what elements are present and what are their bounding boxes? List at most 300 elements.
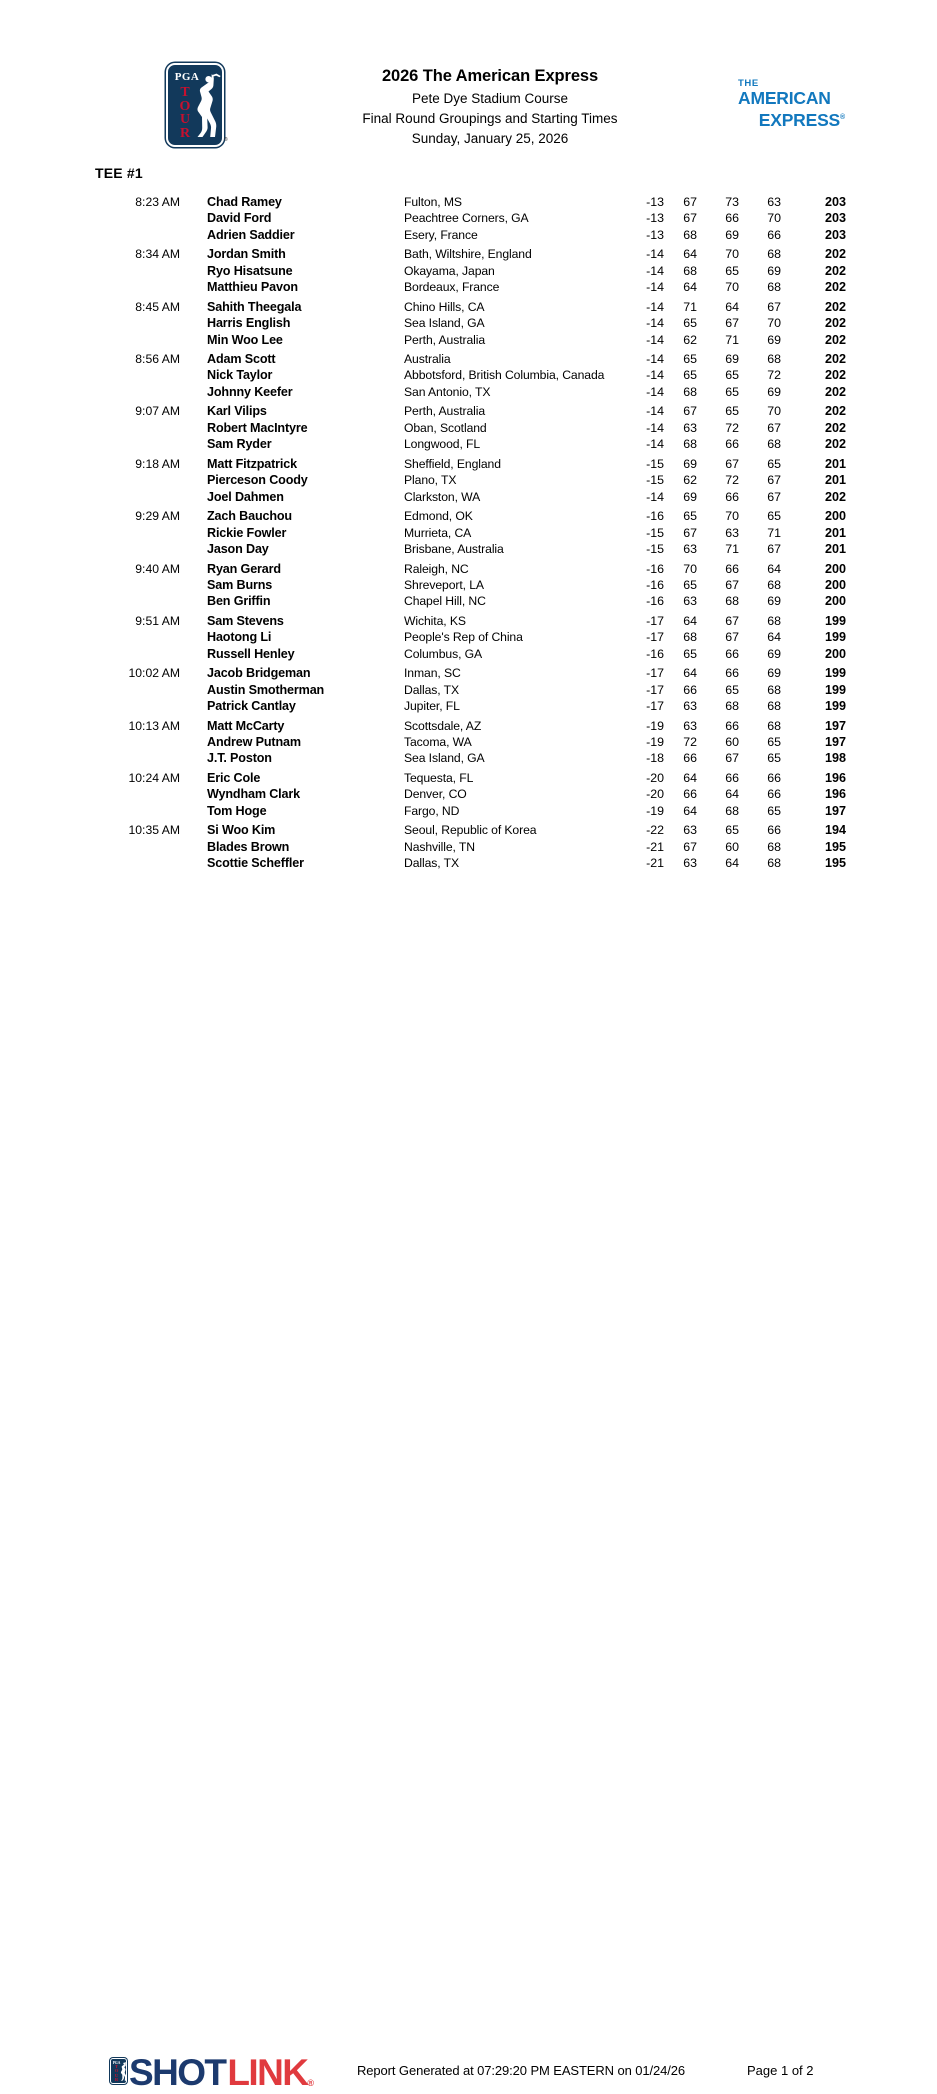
round-1-score: 64 — [683, 247, 697, 262]
round-2-score: 67 — [725, 456, 739, 471]
score-to-par: -18 — [646, 751, 664, 766]
player-hometown: Dallas, TX — [404, 856, 459, 871]
player-hometown: Dallas, TX — [404, 682, 459, 697]
pairing-group — [0, 665, 937, 714]
player-hometown: Brisbane, Australia — [404, 541, 504, 556]
table-row — [0, 718, 937, 734]
tee-time: 8:23 AM — [135, 195, 180, 209]
shotlink-logo — [110, 2054, 314, 2094]
score-to-par: -15 — [646, 456, 664, 471]
round-1-score: 66 — [683, 682, 697, 697]
score-to-par: -14 — [646, 420, 664, 435]
table-row — [0, 456, 937, 472]
table-row — [0, 472, 937, 488]
round-1-score: 63 — [683, 699, 697, 714]
player-name: Haotong Li — [207, 630, 272, 645]
round-1-score: 72 — [683, 734, 697, 749]
round-2-score: 66 — [725, 718, 739, 733]
pga-logo-pga-text: PGA — [174, 71, 200, 83]
round-1-score: 68 — [683, 227, 697, 242]
round-3-score: 70 — [767, 316, 781, 331]
round-1-score: 65 — [683, 646, 697, 661]
player-hometown: Tequesta, FL — [404, 770, 474, 785]
player-name: David Ford — [207, 211, 272, 226]
round-3-score: 69 — [767, 594, 781, 609]
mini-logo-pga-text: PGA — [112, 2060, 121, 2065]
round-3-score: 67 — [767, 473, 781, 488]
player-name: Ryan Gerard — [207, 561, 281, 576]
table-row — [0, 525, 937, 541]
round-1-score: 65 — [683, 577, 697, 592]
tee-time: 9:51 AM — [135, 613, 180, 628]
table-row — [0, 734, 937, 750]
table-row — [0, 508, 937, 524]
score-to-par: -15 — [646, 525, 664, 540]
amex-logo-american: AMERICAN — [738, 88, 831, 108]
total-score: 202 — [824, 247, 846, 262]
pairing-group — [0, 246, 937, 295]
total-score: 200 — [824, 509, 846, 524]
table-row — [0, 436, 937, 452]
round-2-score: 60 — [725, 734, 739, 749]
american-express-logo — [738, 78, 850, 130]
table-row — [0, 646, 937, 662]
round-2-score: 67 — [725, 613, 739, 628]
score-to-par: -16 — [646, 561, 664, 576]
total-score: 199 — [824, 630, 846, 645]
table-row — [0, 420, 937, 436]
round-3-score: 65 — [767, 456, 781, 471]
round-1-score: 65 — [683, 509, 697, 524]
tee-time: 8:45 AM — [135, 299, 180, 314]
round-3-score: 68 — [767, 437, 781, 452]
round-2-score: 63 — [725, 525, 739, 540]
round-2-score: 67 — [725, 577, 739, 592]
table-row — [0, 263, 937, 279]
table-row — [0, 665, 937, 681]
shotlink-pga-mini-logo-icon — [110, 2058, 127, 2084]
player-name: Russell Henley — [207, 646, 295, 661]
round-1-score: 63 — [683, 594, 697, 609]
round-3-score: 64 — [767, 561, 781, 576]
player-hometown: Fargo, ND — [404, 803, 460, 818]
round-1-score: 63 — [683, 823, 697, 838]
tee-time: 9:07 AM — [135, 404, 180, 419]
total-score: 202 — [824, 384, 846, 399]
tournament-title: 2026 The American Express — [381, 67, 599, 85]
round-3-score: 70 — [767, 404, 781, 419]
pairing-group — [0, 613, 937, 662]
round-2-score: 72 — [725, 473, 739, 488]
table-row — [0, 227, 937, 243]
player-hometown: Fulton, MS — [404, 195, 462, 209]
player-hometown: Peachtree Corners, GA — [404, 211, 529, 226]
score-to-par: -14 — [646, 263, 664, 278]
player-hometown: Shreveport, LA — [404, 577, 484, 592]
score-to-par: -13 — [646, 211, 664, 226]
total-score: 199 — [824, 699, 846, 714]
round-3-score: 68 — [767, 839, 781, 854]
player-name: J.T. Poston — [207, 751, 272, 766]
tee-time: 9:29 AM — [135, 509, 180, 524]
player-hometown: Raleigh, NC — [404, 561, 469, 576]
pairing-group — [0, 718, 937, 767]
total-score: 202 — [824, 368, 846, 383]
total-score: 202 — [824, 332, 846, 347]
player-name: Ryo Hisatsune — [207, 263, 293, 278]
score-to-par: -21 — [646, 839, 664, 854]
player-name: Rickie Fowler — [207, 525, 287, 540]
tee-time: 9:18 AM — [135, 456, 180, 471]
player-name: Matt Fitzpatrick — [207, 456, 297, 471]
round-2-score: 69 — [725, 352, 739, 367]
shotlink-registered-mark: ® — [307, 2078, 314, 2088]
table-row — [0, 839, 937, 855]
round-2-score: 72 — [725, 420, 739, 435]
mini-tour-letter-o: O — [114, 2068, 119, 2074]
score-to-par: -17 — [646, 666, 664, 681]
player-name: Tom Hoge — [207, 803, 267, 818]
score-to-par: -14 — [646, 352, 664, 367]
round-1-score: 67 — [683, 525, 697, 540]
total-score: 202 — [824, 316, 846, 331]
total-score: 201 — [824, 473, 846, 488]
round-1-score: 68 — [683, 630, 697, 645]
course-name: Pete Dye Stadium Course — [411, 91, 569, 106]
table-row — [0, 194, 937, 210]
round-1-score: 67 — [683, 404, 697, 419]
total-score: 198 — [824, 751, 846, 766]
round-2-score: 66 — [725, 770, 739, 785]
table-row — [0, 786, 937, 802]
score-to-par: -22 — [646, 823, 664, 838]
total-score: 203 — [824, 211, 846, 226]
round-2-score: 71 — [725, 332, 739, 347]
total-score: 200 — [824, 594, 846, 609]
player-name: Jordan Smith — [207, 247, 286, 262]
shotlink-word-shot: SHOT — [129, 2052, 226, 2093]
document-header — [0, 0, 937, 165]
round-1-score: 64 — [683, 803, 697, 818]
pga-logo-registered-mark: ® — [224, 137, 228, 143]
score-to-par: -14 — [646, 489, 664, 504]
round-3-score: 68 — [767, 718, 781, 733]
total-score: 199 — [824, 613, 846, 628]
round-3-score: 67 — [767, 489, 781, 504]
round-1-score: 65 — [683, 316, 697, 331]
player-name: Sam Ryder — [207, 437, 272, 452]
pga-tour-letter-t: T — [180, 85, 190, 100]
round-3-score: 66 — [767, 227, 781, 242]
tee-heading: TEE #1 — [95, 165, 143, 181]
player-name: Adrien Saddier — [207, 227, 295, 242]
score-to-par: -14 — [646, 316, 664, 331]
tee-time: 10:02 AM — [128, 666, 180, 681]
score-to-par: -19 — [646, 734, 664, 749]
pairing-group — [0, 194, 937, 243]
total-score: 202 — [824, 263, 846, 278]
pairing-group — [0, 561, 937, 610]
round-1-score: 70 — [683, 561, 697, 576]
player-name: Joel Dahmen — [207, 489, 284, 504]
score-to-par: -16 — [646, 577, 664, 592]
round-3-score: 67 — [767, 299, 781, 314]
round-1-score: 68 — [683, 437, 697, 452]
player-hometown: Oban, Scotland — [404, 420, 487, 435]
total-score: 201 — [824, 456, 846, 471]
amex-logo-the: THE — [738, 78, 759, 89]
round-3-score: 68 — [767, 247, 781, 262]
total-score: 203 — [824, 195, 846, 209]
player-hometown: Sheffield, England — [404, 456, 501, 471]
pairings-table — [0, 194, 937, 875]
table-row — [0, 822, 937, 838]
player-hometown: Perth, Australia — [404, 332, 486, 347]
player-name: Scottie Scheffler — [207, 856, 304, 871]
round-1-score: 66 — [683, 787, 697, 802]
round-3-score: 69 — [767, 263, 781, 278]
player-name: Sahith Theegala — [207, 299, 302, 314]
score-to-par: -14 — [646, 247, 664, 262]
player-hometown: San Antonio, TX — [404, 384, 491, 399]
round-2-score: 70 — [725, 280, 739, 295]
table-row — [0, 577, 937, 593]
total-score: 201 — [824, 525, 846, 540]
total-score: 197 — [824, 734, 846, 749]
mini-tour-letter-t: T — [114, 2064, 119, 2069]
round-2-score: 64 — [725, 787, 739, 802]
player-name: Si Woo Kim — [207, 823, 276, 838]
round-1-score: 69 — [683, 489, 697, 504]
score-to-par: -14 — [646, 384, 664, 399]
round-2-score: 66 — [725, 646, 739, 661]
player-hometown: Denver, CO — [404, 787, 467, 802]
player-hometown: Nashville, TN — [404, 839, 475, 854]
player-hometown: Jupiter, FL — [404, 699, 460, 714]
tee-time: 10:13 AM — [128, 718, 180, 733]
total-score: 196 — [824, 787, 846, 802]
table-row — [0, 384, 937, 400]
round-1-score: 62 — [683, 473, 697, 488]
player-name: Ben Griffin — [207, 594, 271, 609]
round-3-score: 64 — [767, 630, 781, 645]
score-to-par: -20 — [646, 787, 664, 802]
round-3-score: 68 — [767, 682, 781, 697]
report-subtitle: Final Round Groupings and Starting Times — [362, 111, 618, 126]
round-1-score: 71 — [683, 299, 697, 314]
round-3-score: 65 — [767, 509, 781, 524]
player-name: Adam Scott — [207, 352, 276, 367]
round-1-score: 69 — [683, 456, 697, 471]
round-1-score: 67 — [683, 839, 697, 854]
round-3-score: 68 — [767, 613, 781, 628]
score-to-par: -15 — [646, 541, 664, 556]
mini-tour-letter-u: U — [114, 2072, 119, 2078]
player-hometown: Sea Island, GA — [404, 316, 485, 331]
score-to-par: -14 — [646, 280, 664, 295]
round-3-score: 66 — [767, 823, 781, 838]
round-3-score: 67 — [767, 541, 781, 556]
round-1-score: 64 — [683, 280, 697, 295]
player-hometown: Esery, France — [404, 227, 478, 242]
round-1-score: 65 — [683, 352, 697, 367]
table-row — [0, 332, 937, 348]
round-3-score: 68 — [767, 577, 781, 592]
score-to-par: -16 — [646, 509, 664, 524]
player-hometown: Wichita, KS — [404, 613, 466, 628]
shotlink-word-link: LINK — [227, 2052, 308, 2093]
total-score: 202 — [824, 352, 846, 367]
round-2-score: 70 — [725, 509, 739, 524]
score-to-par: -20 — [646, 770, 664, 785]
round-1-score: 63 — [683, 541, 697, 556]
player-hometown: Inman, SC — [404, 666, 461, 681]
score-to-par: -14 — [646, 368, 664, 383]
player-name: Sam Stevens — [207, 613, 284, 628]
total-score: 202 — [824, 299, 846, 314]
player-hometown: Chapel Hill, NC — [404, 594, 486, 609]
score-to-par: -14 — [646, 332, 664, 347]
round-3-score: 65 — [767, 751, 781, 766]
player-hometown: People's Rep of China — [404, 630, 523, 645]
round-1-score: 68 — [683, 263, 697, 278]
round-3-score: 70 — [767, 211, 781, 226]
round-2-score: 66 — [725, 489, 739, 504]
total-score: 200 — [824, 577, 846, 592]
score-to-par: -19 — [646, 718, 664, 733]
round-1-score: 62 — [683, 332, 697, 347]
table-row — [0, 489, 937, 505]
score-to-par: -14 — [646, 299, 664, 314]
table-row — [0, 541, 937, 557]
round-2-score: 68 — [725, 803, 739, 818]
table-row — [0, 593, 937, 609]
total-score: 202 — [824, 437, 846, 452]
total-score: 201 — [824, 541, 846, 556]
table-row — [0, 367, 937, 383]
player-hometown: Chino Hills, CA — [404, 299, 485, 314]
score-to-par: -13 — [646, 195, 664, 209]
player-name: Wyndham Clark — [207, 787, 300, 802]
round-2-score: 68 — [725, 594, 739, 609]
pairing-group — [0, 299, 937, 348]
pairing-group — [0, 822, 937, 871]
round-2-score: 67 — [725, 751, 739, 766]
table-row — [0, 351, 937, 367]
round-3-score: 63 — [767, 195, 781, 209]
player-name: Sam Burns — [207, 577, 273, 592]
round-1-score: 67 — [683, 195, 697, 209]
score-to-par: -16 — [646, 594, 664, 609]
round-2-score: 68 — [725, 699, 739, 714]
table-row — [0, 803, 937, 819]
round-3-score: 67 — [767, 420, 781, 435]
round-2-score: 65 — [725, 823, 739, 838]
pga-tour-logo — [166, 63, 228, 151]
player-name: Min Woo Lee — [207, 332, 283, 347]
round-3-score: 71 — [767, 525, 781, 540]
pga-tour-letter-u: U — [179, 112, 191, 127]
score-to-par: -15 — [646, 473, 664, 488]
title-block — [290, 66, 690, 149]
player-name: Patrick Cantlay — [207, 699, 296, 714]
round-2-score: 67 — [725, 630, 739, 645]
player-name: Matt McCarty — [207, 718, 285, 733]
golfer-silhouette-icon — [191, 73, 221, 139]
round-1-score: 67 — [683, 211, 697, 226]
report-date: Sunday, January 25, 2026 — [411, 131, 569, 146]
player-name: Jacob Bridgeman — [207, 666, 311, 681]
player-name: Andrew Putnam — [207, 734, 301, 749]
round-2-score: 65 — [725, 368, 739, 383]
pga-tour-letter-o: O — [179, 98, 191, 114]
table-row — [0, 698, 937, 714]
round-2-score: 65 — [725, 404, 739, 419]
round-1-score: 65 — [683, 368, 697, 383]
player-hometown: Okayama, Japan — [404, 263, 495, 278]
player-hometown: Sea Island, GA — [404, 751, 485, 766]
player-name: Matthieu Pavon — [207, 280, 298, 295]
round-1-score: 64 — [683, 666, 697, 681]
player-hometown: Murrieta, CA — [404, 525, 472, 540]
round-2-score: 64 — [725, 299, 739, 314]
mini-golfer-silhouette-icon — [119, 2061, 127, 2082]
round-2-score: 66 — [725, 437, 739, 452]
player-hometown: Clarkston, WA — [404, 489, 481, 504]
table-row — [0, 561, 937, 577]
amex-logo-express — [738, 108, 845, 130]
round-2-score: 66 — [725, 561, 739, 576]
round-2-score: 69 — [725, 227, 739, 242]
amex-express-word: EXPRESS — [758, 109, 841, 130]
pairing-group — [0, 456, 937, 505]
total-score: 197 — [824, 803, 846, 818]
table-row — [0, 279, 937, 295]
round-3-score: 65 — [767, 734, 781, 749]
score-to-par: -17 — [646, 630, 664, 645]
total-score: 199 — [824, 682, 846, 697]
total-score: 196 — [824, 770, 846, 785]
total-score: 203 — [824, 227, 846, 242]
score-to-par: -21 — [646, 856, 664, 871]
score-to-par: -16 — [646, 646, 664, 661]
total-score: 202 — [824, 404, 846, 419]
round-2-score: 64 — [725, 856, 739, 871]
player-name: Karl Vilips — [207, 404, 267, 419]
tee-time: 10:35 AM — [128, 823, 180, 838]
pairing-group — [0, 351, 937, 400]
score-to-par: -17 — [646, 699, 664, 714]
player-name: Zach Bauchou — [207, 509, 292, 524]
round-3-score: 72 — [767, 368, 781, 383]
tee-time: 8:34 AM — [135, 247, 180, 262]
total-score: 200 — [824, 646, 846, 661]
player-name: Jason Day — [207, 541, 269, 556]
total-score: 195 — [824, 856, 846, 871]
round-1-score: 64 — [683, 613, 697, 628]
round-3-score: 66 — [767, 770, 781, 785]
player-hometown: Columbus, GA — [404, 646, 483, 661]
round-2-score: 66 — [725, 666, 739, 681]
round-2-score: 65 — [725, 384, 739, 399]
table-row — [0, 682, 937, 698]
round-2-score: 71 — [725, 541, 739, 556]
player-hometown: Edmond, OK — [404, 509, 473, 524]
round-2-score: 65 — [725, 682, 739, 697]
document-footer — [0, 1025, 937, 2093]
player-name: Nick Taylor — [207, 368, 273, 383]
pga-tour-letter-r: R — [179, 125, 191, 141]
